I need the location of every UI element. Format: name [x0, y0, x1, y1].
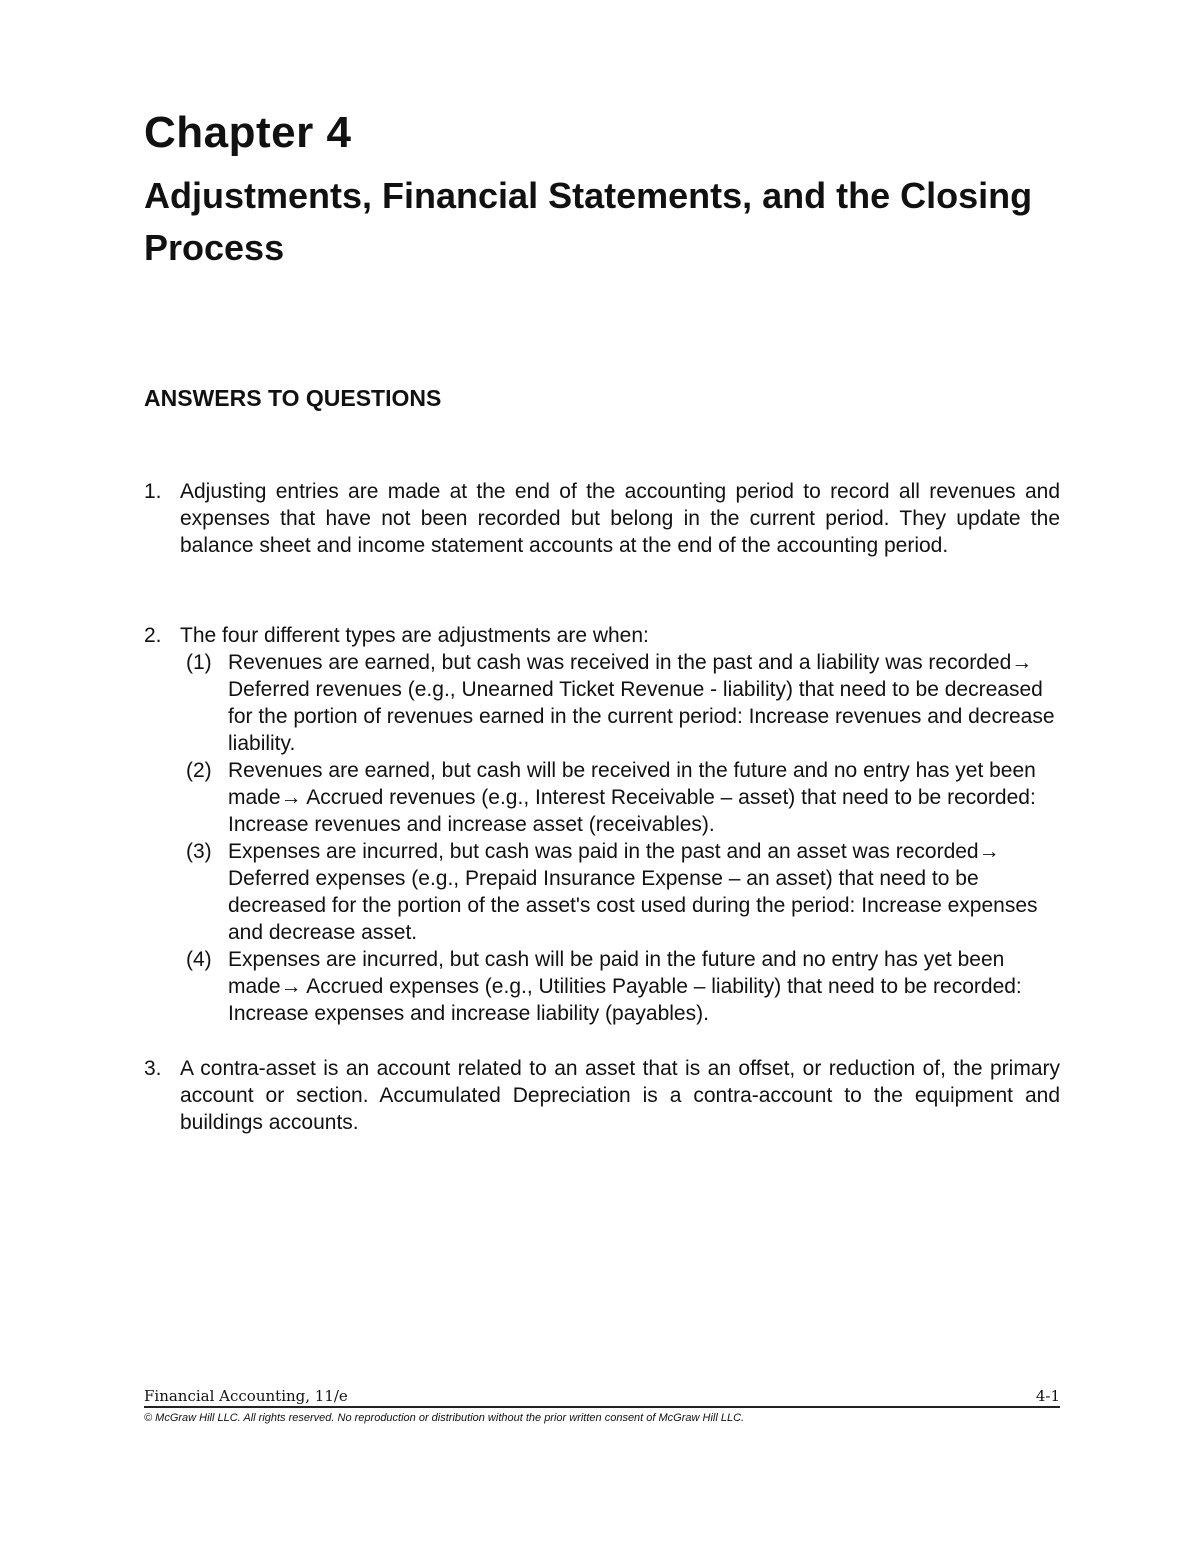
question-2: [144, 622, 1060, 1027]
adjustment-type-text: Revenues are earned, but cash was received in the past and a liability was recorded→ Deferred revenues (e.g., Unearned Ticket Revenue - liability) that need to be decreased for the portion of revenues earned in the current period: Increase revenues and decrease liability.: [228, 651, 1055, 755]
chapter-label: Chapter 4: [144, 108, 352, 157]
adjustment-type-item: [180, 946, 1060, 1027]
adjustment-types-list: [180, 649, 1060, 1027]
question-answer-text: Adjusting entries are made at the end of the accounting period to record all revenues and expenses that have not been recorded but belong in the current period. They update the balance sheet and income statement accounts at the end of the accounting period.: [180, 480, 1060, 557]
adjustment-type-item: [180, 757, 1060, 838]
footer-copyright: © McGraw Hill LLC. All rights reserved. No reproduction or distribution without the prior written consent of McGraw Hill LLC.: [144, 1412, 745, 1424]
footer-book-title: Financial Accounting, 11/e: [144, 1387, 348, 1405]
questions-list: [144, 478, 1060, 1136]
adjustment-type-number: (1): [186, 651, 212, 674]
question-3: [144, 1055, 1060, 1136]
footer-page-number: 4-1: [1035, 1387, 1060, 1405]
section-heading: ANSWERS TO QUESTIONS: [144, 385, 442, 411]
adjustment-type-number: (3): [186, 840, 212, 863]
adjustment-type-item: [180, 649, 1060, 757]
adjustment-type-text: Expenses are incurred, but cash will be paid in the future and no entry has yet been made→ Accrued expenses (e.g., Utilities Payable – liability) that need to be recorded: Increase expenses and increase liability (payables).: [228, 948, 1022, 1025]
question-number: 2.: [144, 624, 162, 647]
adjustment-type-item: [180, 838, 1060, 946]
footer-divider: [144, 1406, 1060, 1408]
question-1: [144, 478, 1060, 559]
question-number: 3.: [144, 1057, 162, 1080]
question-answer-text: A contra-asset is an account related to an asset that is an offset, or reduction of, the primary account or section. Accumulated Depreciation is a contra-account to the equipment and buildings accounts.: [180, 1057, 1060, 1134]
chapter-title: Adjustments, Financial Statements, and the Closing Process: [144, 175, 1033, 268]
adjustment-type-text: Expenses are incurred, but cash was paid in the past and an asset was recorded→ Deferred expenses (e.g., Prepaid Insurance Expense – an asset) that need to be decreased for the portion of the asset's cost used during the period: Increase expenses and decrease asset.: [228, 840, 1038, 944]
question-number: 1.: [144, 480, 162, 503]
adjustment-type-text: Revenues are earned, but cash will be received in the future and no entry has yet been made→ Accrued revenues (e.g., Interest Receivable – asset) that need to be recorded: Increase revenues and increase asset (receivables).: [228, 759, 1036, 836]
question-answer-text: The four different types are adjustments are when:: [180, 624, 649, 647]
adjustment-type-number: (2): [186, 759, 212, 782]
adjustment-type-number: (4): [186, 948, 212, 971]
